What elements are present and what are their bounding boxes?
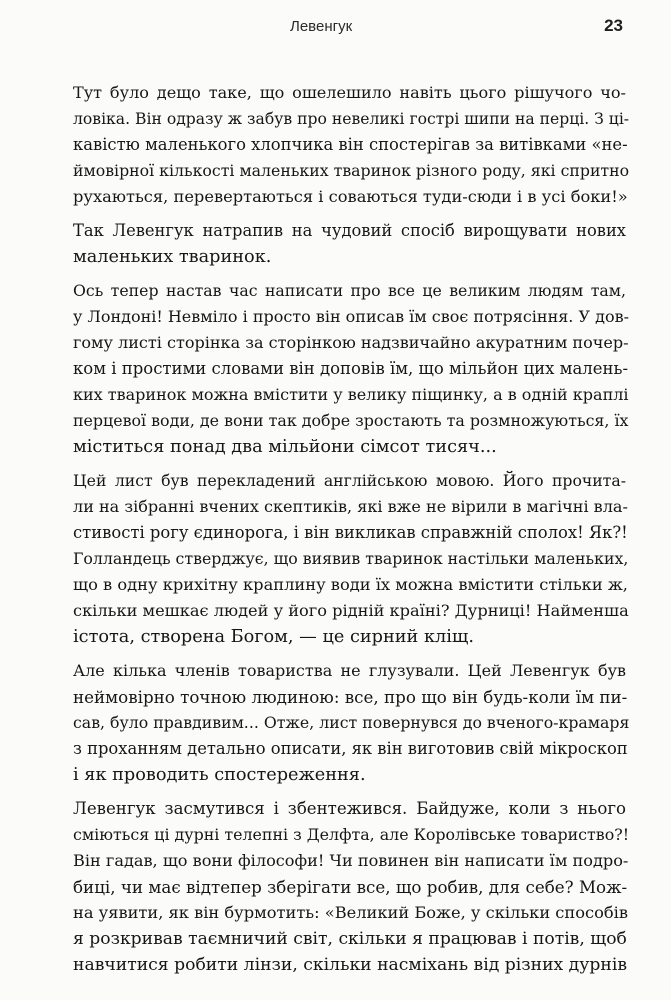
text-line: ком і простими словами він доповів їм, що мільйон цих малень-	[73, 359, 629, 378]
text-line: скільки мешкає людей у його рідній країні? Дурниці! Найменша	[73, 601, 629, 620]
text-line: биці, чи має відтепер зберігати все, що робив, для себе? Мож-	[73, 877, 628, 897]
text-line: сав, було правдивим... Отже, лист повернувся до вченого-крамаря	[73, 713, 630, 732]
text-line: Голландець стверджує, що виявив тваринок настільки маленьких,	[73, 549, 629, 568]
text-line: з проханням детально описати, як він виготовив свій мікроскоп	[73, 739, 628, 758]
text-line: стивості рогу єдинорога, і він викликав справжній сполох! Як?!	[73, 523, 628, 542]
paragraph	[46, 796, 630, 978]
text-line: ймовірної кількості маленьких тваринок різного роду, які спритно	[73, 161, 630, 180]
text-line: Ось тепер настав час написати про все це великим людям там,	[73, 281, 626, 300]
text-line: істота, створена Богом, — це сирний кліщ.	[73, 627, 474, 647]
text-line: ли на зібранні вчених скептиків, які вже не вірили в магічні вла-	[73, 497, 628, 516]
text-line: міститься понад два мільйони сімсот тисяч...	[73, 437, 497, 457]
text-line: Левенгук засмутився і збентежився. Байдуже, коли з нього	[73, 799, 626, 818]
body-text	[46, 80, 630, 986]
paragraph	[46, 468, 629, 650]
text-line: у Лондоні! Невміло і просто він описав їм своє потрясіння. У дов-	[73, 307, 629, 326]
text-line: Він гадав, що вони філософи! Чи повинен він написати їм подро-	[73, 851, 629, 870]
text-line: навчитися робити лінзи, скільки насміхань від різних дурнів	[73, 955, 628, 975]
text-line: Цей лист був перекладений англійською мовою. Його прочита-	[73, 471, 626, 490]
text-line: сміються ці дурні телепні з Делфта, але Королівське товариство?!	[73, 825, 630, 844]
text-line: ловіка. Він одразу ж забув про невеликі гострі шипи на перці. З ці-	[73, 110, 630, 128]
text-line: я розкривав таємничий світ, скільки я працював і потів, щоб	[73, 929, 627, 949]
text-line: неймовірно точною людиною: все, про що він будь-коли їм пи-	[73, 687, 628, 707]
text-line: Але кілька членів товариства не глузували. Цей Левенгук був	[73, 661, 626, 680]
text-line: маленьких тваринок.	[73, 247, 272, 267]
text-line: гому листі сторінка за сторінкою надзвичайно акуратним почер-	[73, 333, 629, 352]
paragraph	[46, 278, 629, 460]
paragraph	[46, 218, 626, 270]
text-line: і як проводить спостереження.	[73, 765, 366, 785]
text-line: рухаються, перевертаються і соваються туди-сюди і в усі боки!»	[73, 187, 628, 206]
page-number: 23	[604, 16, 623, 35]
text-line: Так Левенгук натрапив на чудовий спосіб вирощувати нових	[73, 221, 626, 240]
text-line: Тут було дещо таке, що ошелешило навіть цього рішучого чо-	[73, 83, 626, 102]
text-line: на уявити, як він бурмотить: «Великий Боже, у скільки способів	[73, 903, 628, 922]
text-line: ких тваринок можна вмістити у велику піщинку, а в одній краплі	[73, 385, 629, 404]
running-head-title: Левенгук	[290, 18, 353, 35]
text-line: перцевої води, де вони так добре зростають та розмножуються, їх	[73, 411, 629, 430]
paragraph	[46, 80, 630, 210]
text-line: що в одну крихітну краплину води їх можна вмістити стільки ж,	[73, 575, 628, 594]
text-line: кавістю маленького хлопчика він спостерігав за витівками «не-	[73, 135, 628, 154]
paragraph	[46, 658, 630, 788]
